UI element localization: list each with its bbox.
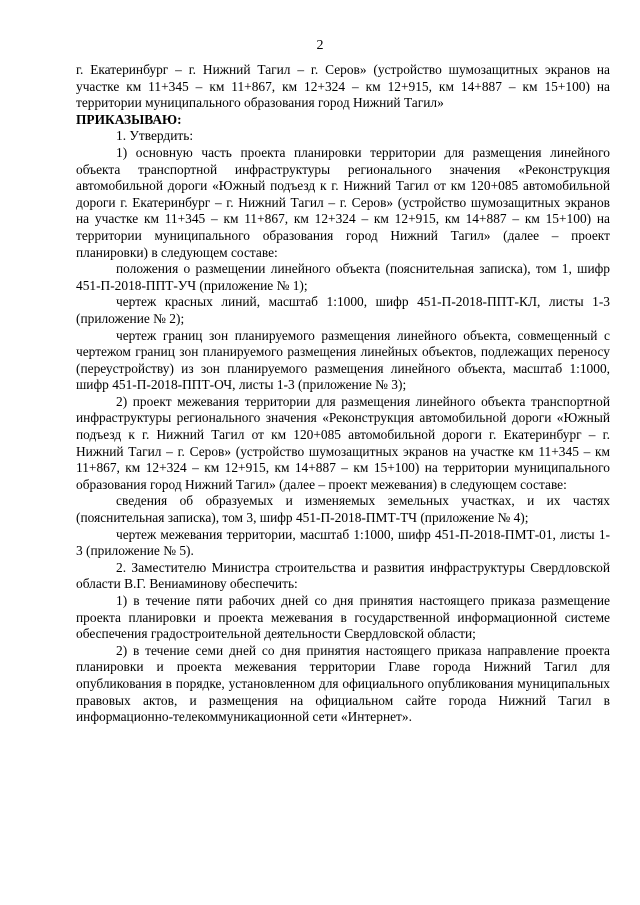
paragraph: г. Екатеринбург – г. Нижний Тагил – г. Серов» (устройство шумозащитных экранов на участке км 11+345 – км 11+867, км 12+324 – км 12+915, км 14+887 – км 15+100) на территории муниципального образования город Нижний Тагил» xyxy=(76,62,610,111)
paragraph: чертеж границ зон планируемого размещения линейного объекта, совмещенный с чертежом границ зон планируемого размещения линейных объектов, подлежащих переносу (переустройству) из зон планируемого размещения линейного объекта, масштаб 1:1000, шифр 451-П-2018-ППТ-ОЧ, листы 1-3 (приложение № 3); xyxy=(76,327,610,393)
page-number: 2 xyxy=(316,38,324,53)
order-heading: ПРИКАЗЫВАЮ: xyxy=(76,111,182,127)
paragraph: 1) основную часть проекта планировки территории для размещения линейного объекта транспортной инфраструктуры регионального значения «Реконструкция автомобильной дороги «Южный подъезд к г. Нижний Тагил от км 120+085 автомобильной дороги г. Екатеринбург – г. Нижний Тагил – г. Серов» (устройство шумозащитных экранов на участке км 11+345 – км 11+867, км 12+324 – км 12+915, км 14+887 – км 15+100) на территории муниципального образования город Нижний Тагил» (далее – проект планировки) в следующем составе: xyxy=(76,144,610,260)
paragraph: положения о размещении линейного объекта (пояснительная записка), том 1, шифр 451-П-2018-ППТ-УЧ (приложение № 1); xyxy=(76,261,610,293)
paragraph: чертеж красных линий, масштаб 1:1000, шифр 451-П-2018-ППТ-КЛ, листы 1-3 (приложение № 2); xyxy=(76,294,610,326)
paragraph: чертеж межевания территории, масштаб 1:1000, шифр 451-П-2018-ПМТ-01, листы 1-3 (приложение № 5). xyxy=(76,526,610,559)
paragraph: 1. Утвердить: xyxy=(116,128,194,144)
paragraph: сведения об образуемых и изменяемых земельных участках, и их частях (пояснительная записка), том 3, шифр 451-П-2018-ПМТ-ТЧ (приложение № 4); xyxy=(76,493,610,526)
paragraph: 2) в течение семи дней со дня принятия настоящего приказа направление проекта планировки и проекта межевания территории Главе города Нижний Тагил для опубликования в порядке, установленном для официального опубликования муниципальных правовых актов, и размещения на официальном сайте города Нижний Тагил в информационно-телекоммуникационной сети «Интернет». xyxy=(76,642,610,725)
paragraph: 1) в течение пяти рабочих дней со дня принятия настоящего приказа размещение проекта планировки и проекта межевания в государственной информационной системе обеспечения градостроительной деятельности Свердловской области; xyxy=(76,593,610,642)
paragraph: 2) проект межевания территории для размещения линейного объекта транспортной инфраструктуры регионального значения «Реконструкция автомобильной дороги «Южный подъезд к г. Нижний Тагил от км 120+085 автомобильной дороги г. Екатеринбург – г. Нижний Тагил – г. Серов» (устройство шумозащитных экранов на участке км 11+345 – км 11+867, км 12+324 – км 12+915, км 14+887 – км 15+100) на территории муниципального образования город Нижний Тагил» (далее – проект межевания) в следующем составе: xyxy=(76,393,610,492)
paragraph: 2. Заместителю Министра строительства и развития инфраструктуры Свердловской области В.Г. Вениаминову обеспечить: xyxy=(76,559,610,592)
document-body xyxy=(76,62,610,726)
